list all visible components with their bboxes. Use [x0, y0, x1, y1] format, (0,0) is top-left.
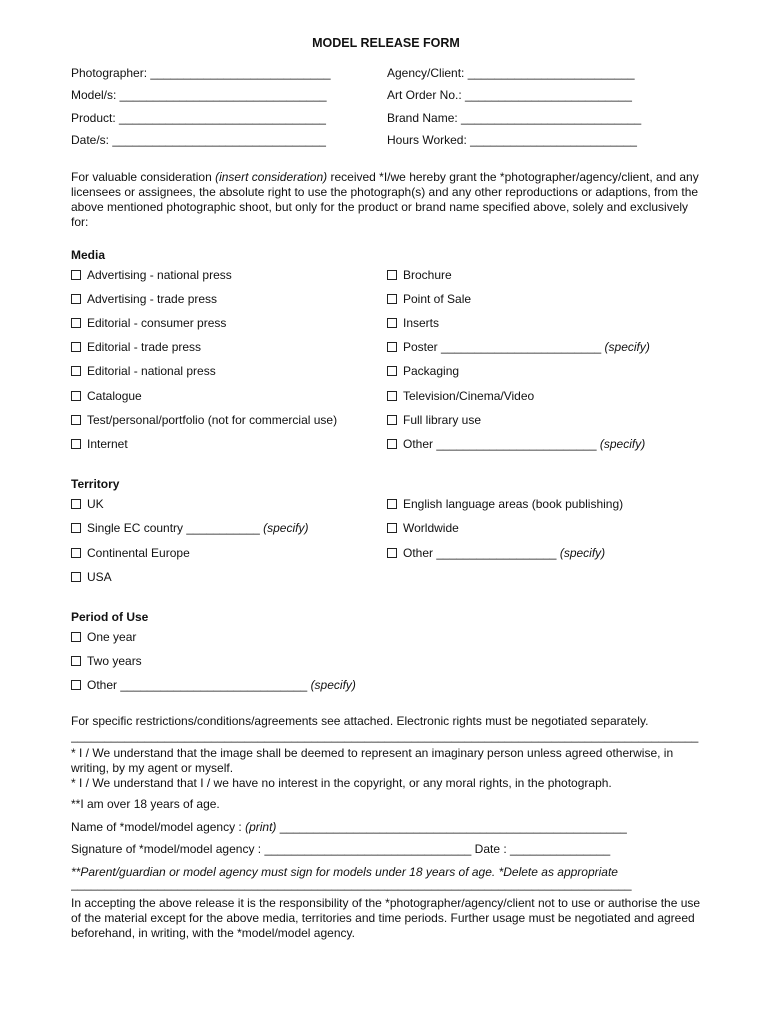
checkbox[interactable]	[71, 294, 81, 304]
option-label: Editorial - national press	[87, 364, 216, 379]
consideration-post: received *I/we hereby grant the *photographer/agency/client, and any licensees or assignees, the absolute right to use the photograph(s) and any other reproductions or adaptions, from the above mentioned photographic shoot, but only for the product or brand name specified above, solely and exclusively for:	[71, 169, 699, 229]
option-label: Other ________________________	[403, 436, 597, 451]
models-field[interactable]: Model/s: _______________________________	[71, 88, 327, 103]
agency-client-field[interactable]: Agency/Client: _________________________	[387, 65, 635, 80]
option-label: Continental Europe	[87, 545, 190, 560]
territory-option-single-ec[interactable]	[71, 519, 387, 543]
media-option-brochure[interactable]	[387, 266, 701, 290]
name-label: Name of *model/model agency :	[71, 819, 246, 834]
name-blank[interactable]: ____________________________________________________	[276, 819, 627, 834]
photographer-field[interactable]: Photographer: ___________________________	[71, 65, 331, 80]
name-line[interactable]	[71, 816, 701, 839]
checkbox[interactable]	[387, 439, 397, 449]
option-label: Catalogue	[87, 388, 142, 403]
territory-option-worldwide[interactable]	[387, 519, 701, 543]
consideration-pre: For valuable consideration	[71, 169, 216, 184]
specify-label: (specify)	[599, 436, 646, 451]
media-option-other[interactable]	[387, 435, 701, 459]
option-label: One year	[87, 629, 137, 644]
checkbox[interactable]	[71, 415, 81, 425]
option-label: Other __________________	[403, 545, 557, 560]
copyright-note: * I / We understand that I / we have no interest in the copyright, or any moral rights, in the photograph.	[71, 776, 612, 791]
media-options	[71, 266, 701, 460]
option-label: Packaging	[403, 364, 460, 379]
checkbox[interactable]	[71, 572, 81, 582]
media-option-full-library[interactable]	[387, 411, 701, 435]
media-option-test-portfolio[interactable]	[71, 411, 387, 435]
checkbox[interactable]	[71, 499, 81, 509]
divider-line-short: ____________________________________________________________________________________	[71, 877, 632, 892]
checkbox[interactable]	[387, 391, 397, 401]
media-option-television[interactable]	[387, 387, 701, 411]
hours-worked-field[interactable]: Hours Worked: _________________________	[387, 133, 637, 148]
checkbox[interactable]	[387, 548, 397, 558]
checkbox[interactable]	[71, 548, 81, 558]
period-option-other[interactable]	[71, 676, 701, 700]
checkbox[interactable]	[387, 523, 397, 533]
media-option-advertising-national[interactable]	[71, 266, 387, 290]
media-option-editorial-trade[interactable]	[71, 338, 387, 362]
media-option-advertising-trade[interactable]	[71, 290, 387, 314]
checkbox[interactable]	[71, 680, 81, 690]
option-label: Television/Cinema/Video	[403, 388, 535, 403]
consideration-insert: (insert consideration)	[215, 169, 328, 184]
option-label: Advertising - national press	[87, 267, 232, 282]
option-label: Internet	[87, 436, 128, 451]
checkbox[interactable]	[71, 439, 81, 449]
media-option-editorial-national[interactable]	[71, 362, 387, 386]
territory-option-other[interactable]	[387, 544, 701, 568]
product-field[interactable]: Product: _______________________________	[71, 110, 326, 125]
option-label: Editorial - trade press	[87, 340, 202, 355]
option-label: Editorial - consumer press	[87, 316, 227, 330]
checkbox[interactable]	[71, 391, 81, 401]
media-option-internet[interactable]	[71, 435, 387, 459]
specify-label: (specify)	[604, 340, 650, 355]
header-fields	[71, 66, 701, 156]
checkbox[interactable]	[387, 270, 397, 280]
option-label: Brochure	[403, 267, 452, 282]
territory-option-usa[interactable]	[71, 568, 387, 592]
territory-options	[71, 495, 701, 592]
media-option-catalogue[interactable]	[71, 387, 387, 411]
media-option-point-of-sale[interactable]	[387, 290, 701, 314]
checkbox[interactable]	[71, 656, 81, 666]
option-label: Single EC country ___________	[87, 521, 260, 536]
option-label: Test/personal/portfolio (not for commercial use)	[87, 412, 338, 427]
media-option-poster[interactable]	[387, 338, 701, 362]
option-label: English language areas (book publishing)	[403, 497, 624, 512]
option-label: Point of Sale	[403, 291, 472, 306]
checkbox[interactable]	[71, 632, 81, 642]
form-title: MODEL RELEASE FORM	[312, 36, 460, 50]
period-heading: Period of Use	[71, 609, 149, 624]
checkbox[interactable]	[387, 415, 397, 425]
checkbox[interactable]	[387, 342, 397, 352]
signature-line[interactable]: Signature of *model/model agency : _______________________________ Date : _______________	[71, 842, 611, 857]
consideration-paragraph	[71, 170, 701, 230]
specify-label: (specify)	[559, 545, 606, 560]
brand-name-field[interactable]: Brand Name: ___________________________	[387, 110, 642, 125]
option-label: UK	[87, 497, 104, 512]
age-statement: **I am over 18 years of age.	[71, 797, 220, 812]
option-label: Two years	[87, 654, 142, 669]
checkbox[interactable]	[71, 342, 81, 352]
option-label: Poster ________________________	[403, 340, 602, 355]
media-heading: Media	[71, 247, 106, 262]
option-label: USA	[87, 569, 112, 584]
accepting-paragraph: In accepting the above release it is the responsibility of the *photographer/agency/client not to use or authorise the use of the material except for the above media, territories and time periods. Further usage must be negotiated and agreed beforehand, in writing, with the *model/model agency.	[71, 896, 701, 941]
specify-label: (specify)	[263, 521, 309, 536]
checkbox[interactable]	[71, 318, 81, 328]
checkbox[interactable]	[387, 366, 397, 376]
option-label: Advertising - trade press	[87, 291, 218, 306]
art-order-field[interactable]: Art Order No.: _________________________	[387, 88, 632, 103]
checkbox[interactable]	[71, 523, 81, 533]
media-option-editorial-consumer[interactable]	[71, 314, 387, 338]
checkbox[interactable]	[71, 270, 81, 280]
media-option-packaging[interactable]	[387, 362, 701, 386]
period-options	[71, 628, 701, 701]
guardian-note: **Parent/guardian or model agency must sign for models under 18 years of age. *Delete as appropriate	[71, 864, 618, 879]
model-release-form	[71, 36, 701, 941]
territory-option-continental-europe[interactable]	[71, 544, 387, 568]
period-option-one-year[interactable]	[71, 628, 701, 652]
option-label: Inserts	[403, 316, 440, 330]
option-label: Other ____________________________	[87, 678, 308, 693]
imaginary-person-note: * I / We understand that the image shall be deemed to represent an imaginary person unless agreed otherwise, in writing, by my agent or myself.	[71, 746, 674, 776]
territory-option-uk[interactable]	[71, 495, 387, 519]
checkbox[interactable]	[387, 294, 397, 304]
checkbox[interactable]	[387, 318, 397, 328]
divider-line: ______________________________________________________________________________________________	[71, 729, 699, 744]
checkbox[interactable]	[387, 499, 397, 509]
option-label: Full library use	[403, 412, 482, 427]
checkbox[interactable]	[71, 366, 81, 376]
print-label: (print)	[245, 819, 277, 834]
option-label: Worldwide	[403, 521, 459, 536]
media-option-inserts[interactable]	[387, 314, 701, 338]
specify-label: (specify)	[310, 678, 356, 693]
territory-heading: Territory	[71, 477, 120, 492]
restrictions-text: For specific restrictions/conditions/agreements see attached. Electronic rights must be negotiated separately.	[71, 714, 649, 729]
period-option-two-years[interactable]	[71, 652, 701, 676]
dates-field[interactable]: Date/s: ________________________________	[71, 133, 326, 148]
territory-option-english-areas[interactable]	[387, 495, 701, 519]
